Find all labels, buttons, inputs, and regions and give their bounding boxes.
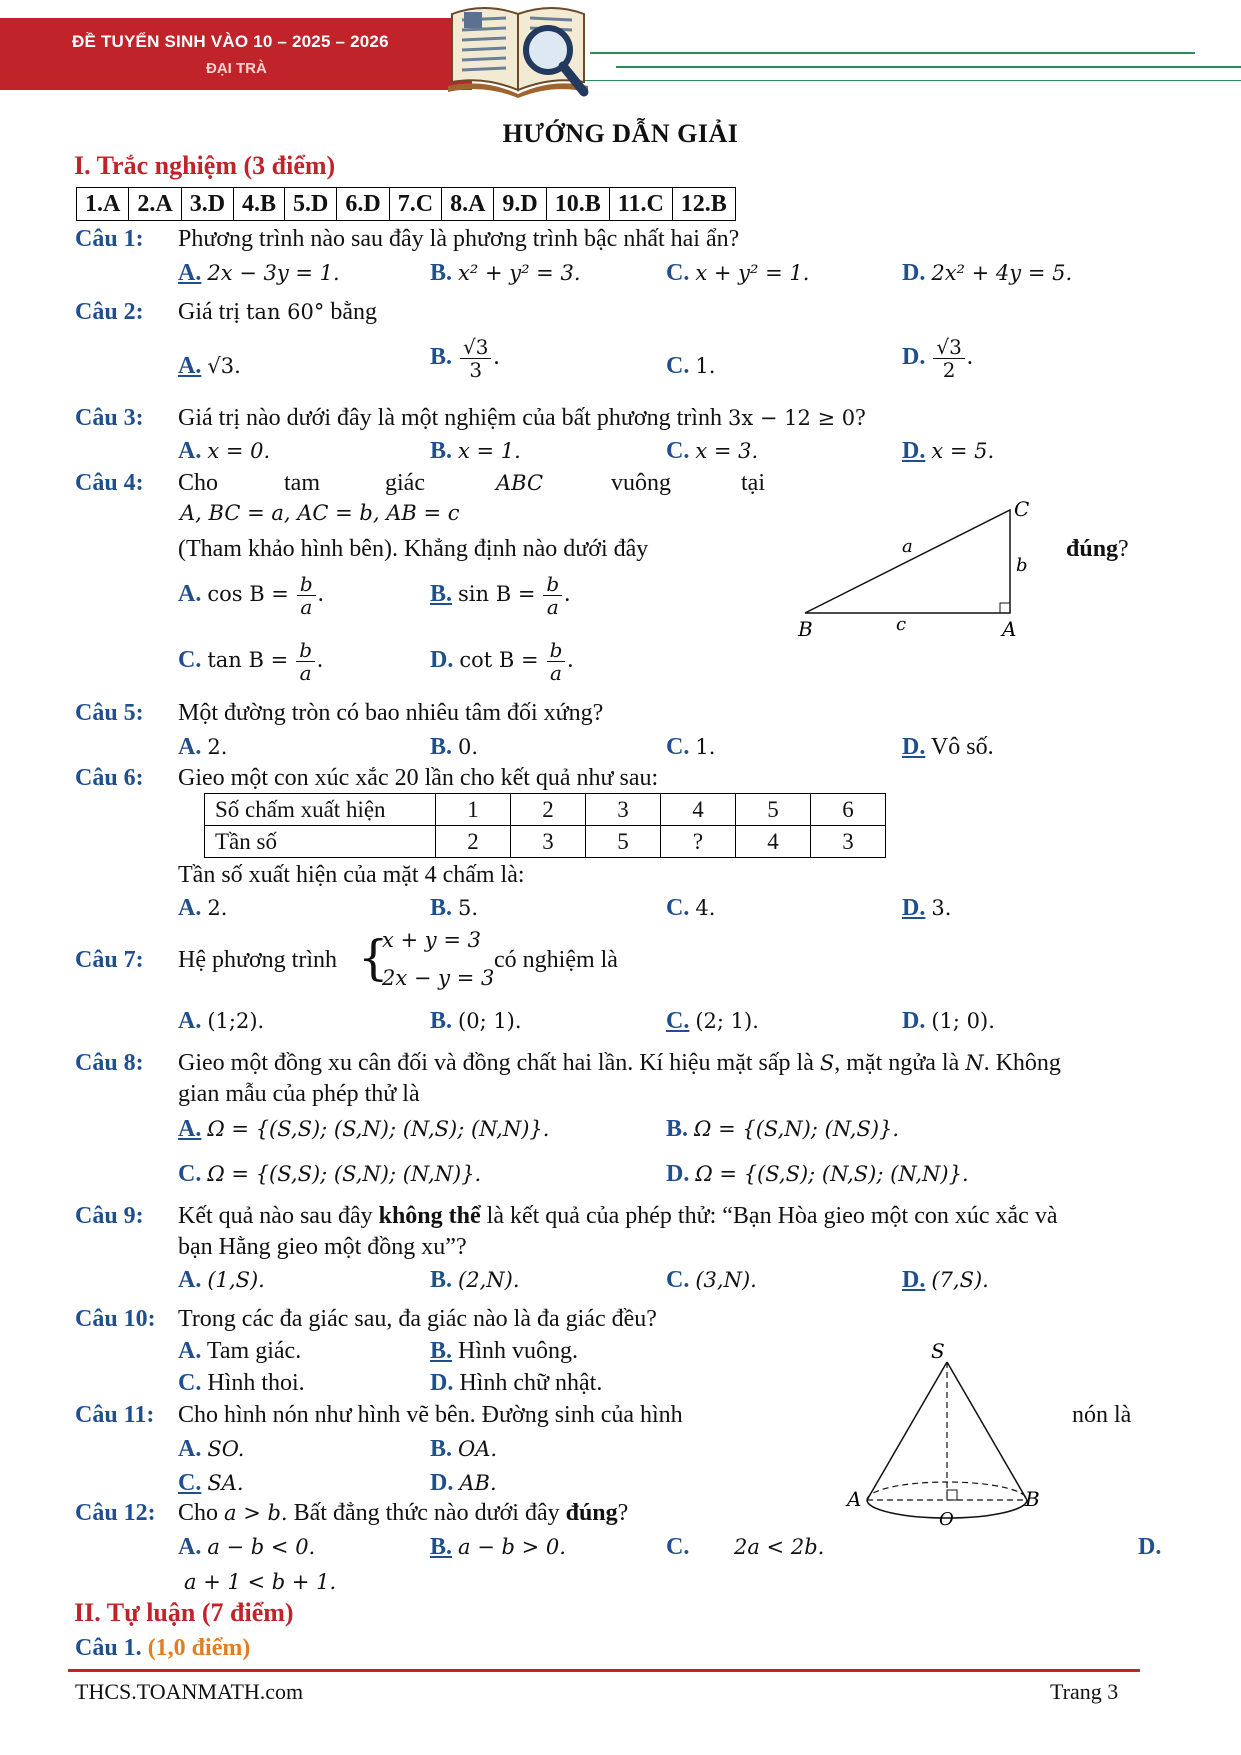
q4-line3: (Tham khảo hình bên). Khẳng định nào dưới đây: [178, 536, 649, 562]
question-10-text: Trong các đa giác sau, đa giác nào là đa giác đều?: [178, 1306, 657, 1332]
answer-cell: 6.D: [337, 188, 389, 221]
q8-option-c: C. Ω = {(S,S); (S,N); (N,N)}.: [178, 1161, 482, 1187]
question-9: Câu 9:: [75, 1203, 144, 1229]
header-rule-mid: [616, 66, 1241, 68]
answer-cell: 4.B: [234, 188, 285, 221]
q12-option-b: B. a − b > 0.: [430, 1534, 566, 1560]
header-rule-bottom: [584, 80, 1241, 81]
question-3-text: Giá trị nào dưới đây là một nghiệm của bất phương trình 3x − 12 ≥ 0?: [178, 405, 866, 431]
question-2: Câu 2:: [75, 299, 144, 325]
question-7: Câu 7:: [75, 947, 144, 973]
answer-key-table: [76, 187, 736, 221]
q7-option-b: B. (0; 1).: [430, 1008, 522, 1034]
question-1-text: Phương trình nào sau đây là phương trình bậc nhất hai ẩn?: [178, 226, 740, 252]
q1-option-a: A. 2x − 3y = 1.: [178, 260, 340, 286]
system-brace: {: [358, 930, 389, 986]
q8-option-d: D. Ω = {(S,S); (N,S); (N,N)}.: [666, 1161, 969, 1187]
q4-option-c: C. tan B = $\frac{b}{a}$ .: [178, 638, 324, 685]
q9-option-b: B. (2,N).: [430, 1267, 520, 1293]
q10-option-c: C. Hình thoi.: [178, 1370, 305, 1396]
answer-cell: 8.A: [442, 188, 494, 221]
q11-option-b: B. OA.: [430, 1436, 498, 1462]
q4-word: vuông: [611, 470, 671, 496]
q1-option-c: C. x + y² = 1.: [666, 260, 810, 286]
right-triangle-figure: [790, 498, 1050, 643]
answer-cell: 10.B: [546, 188, 609, 221]
q5-option-d: D. Vô số.: [902, 734, 994, 760]
q5-option-c: C. 1.: [666, 734, 716, 760]
q12-option-a: A. a − b < 0.: [178, 1534, 316, 1560]
q10-option-b: B. Hình vuông.: [430, 1338, 579, 1364]
q12-option-d-math: a + 1 < b + 1.: [184, 1570, 337, 1594]
question-12-text: Cho a > b. Bất đẳng thức nào dưới đây đúng?: [178, 1500, 629, 1526]
q1-option-d: D. 2x² + 4y = 5.: [902, 260, 1073, 286]
q2-option-b: B. $\frac{√3}{3}$ .: [430, 335, 500, 382]
q6-option-d: D. 3.: [902, 895, 952, 921]
header-rule-top: [590, 52, 1195, 54]
question-5-text: Một đường tròn có bao nhiêu tâm đối xứng?: [178, 700, 604, 726]
question-3: Câu 3:: [75, 405, 144, 431]
q7-option-a: A. (1;2).: [178, 1008, 265, 1034]
q12-option-c-math: 2a < 2b.: [734, 1535, 825, 1559]
q6-option-b: B. 5.: [430, 895, 479, 921]
header-title: ĐỀ TUYỂN SINH VÀO 10 – 2025 – 2026: [72, 32, 389, 51]
q9-option-c: C. (3,N).: [666, 1267, 757, 1293]
q9-option-d: D. (7,S).: [902, 1267, 989, 1293]
question-9-text: Kết quả nào sau đây không thể là kết quả của phép thử: “Bạn Hòa gieo một con xúc xắc và: [178, 1203, 1058, 1229]
q4-word: giác: [385, 470, 425, 496]
question-9-line2: bạn Hằng gieo một đồng xu”?: [178, 1234, 467, 1260]
svg-text:O: O: [939, 1509, 954, 1530]
question-8: Câu 8:: [75, 1050, 144, 1076]
q8-option-b: B. Ω = {(S,N); (N,S)}.: [666, 1116, 900, 1142]
svg-text:B: B: [798, 617, 813, 641]
svg-text:A: A: [847, 1487, 862, 1511]
essay-question-1: Câu 1. (1,0 điểm): [75, 1635, 251, 1661]
q4-tail: đúng?: [1066, 536, 1129, 562]
question-10: Câu 10:: [75, 1306, 156, 1332]
footer-rule: [68, 1669, 1140, 1672]
answer-cell: 12.B: [672, 188, 735, 221]
table-row: Tần số 2 3 5 ? 4 3: [205, 826, 886, 858]
q7-equation-1: x + y = 3: [382, 928, 481, 952]
q3-option-a: A. x = 0.: [178, 438, 271, 464]
q3-option-c: C. x = 3.: [666, 438, 759, 464]
q11-option-a: A. SO.: [178, 1436, 245, 1462]
answer-cell: 5.D: [285, 188, 337, 221]
q10-option-d: D. Hình chữ nhật.: [430, 1370, 603, 1396]
q3-option-d: D. x = 5.: [902, 438, 995, 464]
q10-option-a: A. Tam giác.: [178, 1338, 302, 1364]
svg-text:a: a: [902, 536, 913, 557]
question-7-text: Hệ phương trình: [178, 947, 338, 973]
question-6: Câu 6:: [75, 765, 144, 791]
svg-text:b: b: [1016, 555, 1028, 576]
q5-option-a: A. 2.: [178, 734, 228, 760]
q5-option-b: B. 0.: [430, 734, 479, 760]
q11-option-c: C. SA.: [178, 1470, 244, 1496]
question-11-text: Cho hình nón như hình vẽ bên. Đường sinh của hình: [178, 1402, 683, 1428]
q6-option-c: C. 4.: [666, 895, 716, 921]
svg-text:C: C: [1014, 498, 1030, 521]
question-2-text: Giá trị tan 60° bằng: [178, 299, 378, 325]
question-8-text: Gieo một đồng xu cân đối và đồng chất hai lần. Kí hiệu mặt sấp là S, mặt ngửa là N. Không: [178, 1050, 1061, 1076]
question-7-text2: có nghiệm là: [494, 947, 618, 973]
q4-word: tại: [741, 470, 765, 496]
q11-option-d: D. AB.: [430, 1470, 497, 1496]
q6-option-a: A. 2.: [178, 895, 228, 921]
question-12: Câu 12:: [75, 1500, 156, 1526]
svg-text:c: c: [896, 614, 907, 635]
q7-option-c: C. (2; 1).: [666, 1008, 759, 1034]
q7-option-d: D. (1; 0).: [902, 1008, 995, 1034]
cone-figure: [845, 1340, 1045, 1530]
answer-cell: 9.D: [494, 188, 546, 221]
q4-option-b: B. sin B = $\frac{b}{a}$ .: [430, 572, 571, 619]
q12-option-c: C.: [666, 1534, 690, 1560]
q2-option-c: C. 1.: [666, 353, 716, 379]
table-row: Số chấm xuất hiện 1 2 3 4 5 6: [205, 794, 886, 826]
svg-text:A: A: [1002, 617, 1017, 641]
footer-page-number: Trang 3: [1050, 1679, 1119, 1704]
section-heading-essay: II. Tự luận (7 điểm): [74, 1598, 294, 1627]
q3-option-b: B. x = 1.: [430, 438, 521, 464]
q1-option-b: B. x² + y² = 3.: [430, 260, 581, 286]
q4-option-a: A. cos B = $\frac{b}{a}$ .: [178, 572, 324, 619]
header-subtitle: ĐẠI TRÀ: [206, 60, 267, 77]
section-heading-multiple-choice: I. Trắc nghiệm (3 điểm): [74, 151, 336, 180]
q4-word: ABC: [496, 471, 544, 495]
question-11: Câu 11:: [75, 1402, 155, 1428]
question-11-tail: nón là: [1072, 1402, 1132, 1428]
q4-word: Cho: [178, 470, 219, 496]
q4-word: tam: [284, 470, 320, 496]
question-1: Câu 1:: [75, 226, 144, 252]
page-title: HƯỚNG DẪN GIẢI: [502, 119, 739, 148]
question-4: Câu 4:: [75, 470, 144, 496]
svg-text:S: S: [931, 1340, 945, 1363]
answer-cell: 1.A: [77, 188, 129, 221]
question-8-line2: gian mẫu của phép thử là: [178, 1081, 420, 1107]
q12-option-d: D.: [1138, 1534, 1162, 1560]
q2-option-d: D. $\frac{√3}{2}$ .: [902, 335, 973, 382]
q6-follow-up: Tần số xuất hiện của mặt 4 chấm là:: [178, 862, 525, 888]
question-6-text: Gieo một con xúc xắc 20 lần cho kết quả như sau:: [178, 765, 659, 791]
frequency-table: [204, 793, 886, 858]
answer-cell: 7.C: [389, 188, 441, 221]
book-magnifier-icon: [446, 0, 591, 100]
q2-option-a: A. √3.: [178, 353, 241, 379]
footer-site: THCS.TOANMATH.com: [75, 1679, 304, 1704]
answer-cell: 11.C: [609, 188, 672, 221]
q7-equation-2: 2x − y = 3: [382, 966, 495, 990]
answer-cell: 2.A: [129, 188, 181, 221]
header-band: [0, 18, 472, 90]
answer-cell: 3.D: [181, 188, 233, 221]
q4-line2: A, BC = a, AC = b, AB = c: [180, 501, 460, 525]
svg-text:B: B: [1025, 1487, 1040, 1511]
q9-option-a: A. (1,S).: [178, 1267, 265, 1293]
question-5: Câu 5:: [75, 700, 144, 726]
q4-option-d: D. cot B = $\frac{b}{a}$ .: [430, 638, 574, 685]
q8-option-a: A. Ω = {(S,S); (S,N); (N,S); (N,N)}.: [178, 1116, 550, 1142]
